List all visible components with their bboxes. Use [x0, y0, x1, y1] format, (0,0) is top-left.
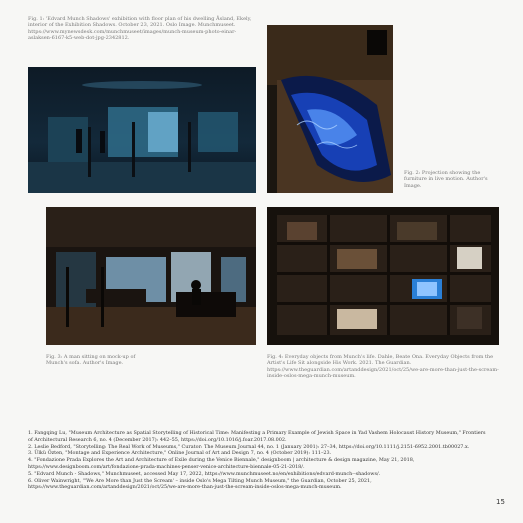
footnote-2: 2. Leslie Bedford, "Storytelling: The Real Work of Museums," Curator: The Museum Journal 44, no. 1 (January 2001): 27–34, https://doi.org/10.1111/j.2151-6952.2001.tb00027.x.	[28, 443, 470, 450]
footnote-1: 1. Fangqing Lu, "Museum Architecture as Spatial Storytelling of Historical Time: Manifesting a Primary Example of Jewish Space in Yad Vashem Holocaust History Museum," Frontiers of Architectural Research 6, no. 4 (December 2017): 442–55, https://doi.org/10.1016/j.foar.2017.08.002.	[28, 430, 486, 443]
photo-exhibition-shadows	[28, 67, 256, 193]
caption-fig1: Fig. 1: 'Edvard Munch Shadows' exhibition with floor plan of his dwelling Åsland, Ekely, interior of the Exhibition Shadows. October 23, 2021. Oslo Image. Munchmuseet. https://www.mynewsdesk.com/munchmuseet/images/munch-museum-photo-einar-aslaksen-6167-k5-web-dot-jpg-2342812.	[28, 16, 252, 42]
footnote-6: 6. Oliver Wainwright, "'We Are More than Just the Scream' – inside Oslo's Mega Tilting Munch Museum," the Guardian, October 25, 2021, https://www.theguardian.com/artanddesign/2021/oct/25/we-are-more-than-just-the-scream-inside-oslos-mega-munch-museum.	[28, 477, 372, 491]
footnote-3: 3. Ülkü Özten, "Montage and Experience Architecture," Online Journal of Art and Design 7, no. 4 (October 2019): 111–23.	[28, 450, 332, 457]
caption-fig3: Fig. 3: A man sitting on mock-up of Munch's sofa. Author's Image.	[46, 354, 136, 367]
photo-man-on-sofa	[46, 207, 256, 345]
photo-projection-furniture	[267, 25, 393, 193]
footnotes	[28, 430, 490, 491]
footnote-4: 4. "Fondazione Prada Explores the Art and Architecture of Exile during the Venice Biennale," designboom | architecture & design magazine, May 21, 2018, https://www.designboom.com/art/fondazione-prada-machines-penser-venice-architecture-biennale-05-21-2018/.	[28, 457, 415, 470]
caption-fig2: Fig. 2: Projection showing the furniture in live motion. Author's Image.	[404, 170, 488, 189]
footnote-5: 5. "Edvard Munch - Shadows," Munchmuseet, accessed May 17, 2022, https://www.munchmuseet.no/en/exhibitions/edvard-munch--shadows/.	[28, 470, 381, 477]
page-number: 15	[496, 498, 505, 506]
photo-everyday-objects	[267, 207, 499, 345]
caption-fig4: Fig. 4: Everyday objects from Munch's life. Dahle, Beate Ona. Everyday Objects from the Artist's Life Sit alongside His Work. 2021. The Guardian. https://www.theguardian.com/artanddesign/2021/oct/25/we-are-more-than-just-the-scream-inside-oslos-mega-munch-museum.	[267, 354, 499, 380]
